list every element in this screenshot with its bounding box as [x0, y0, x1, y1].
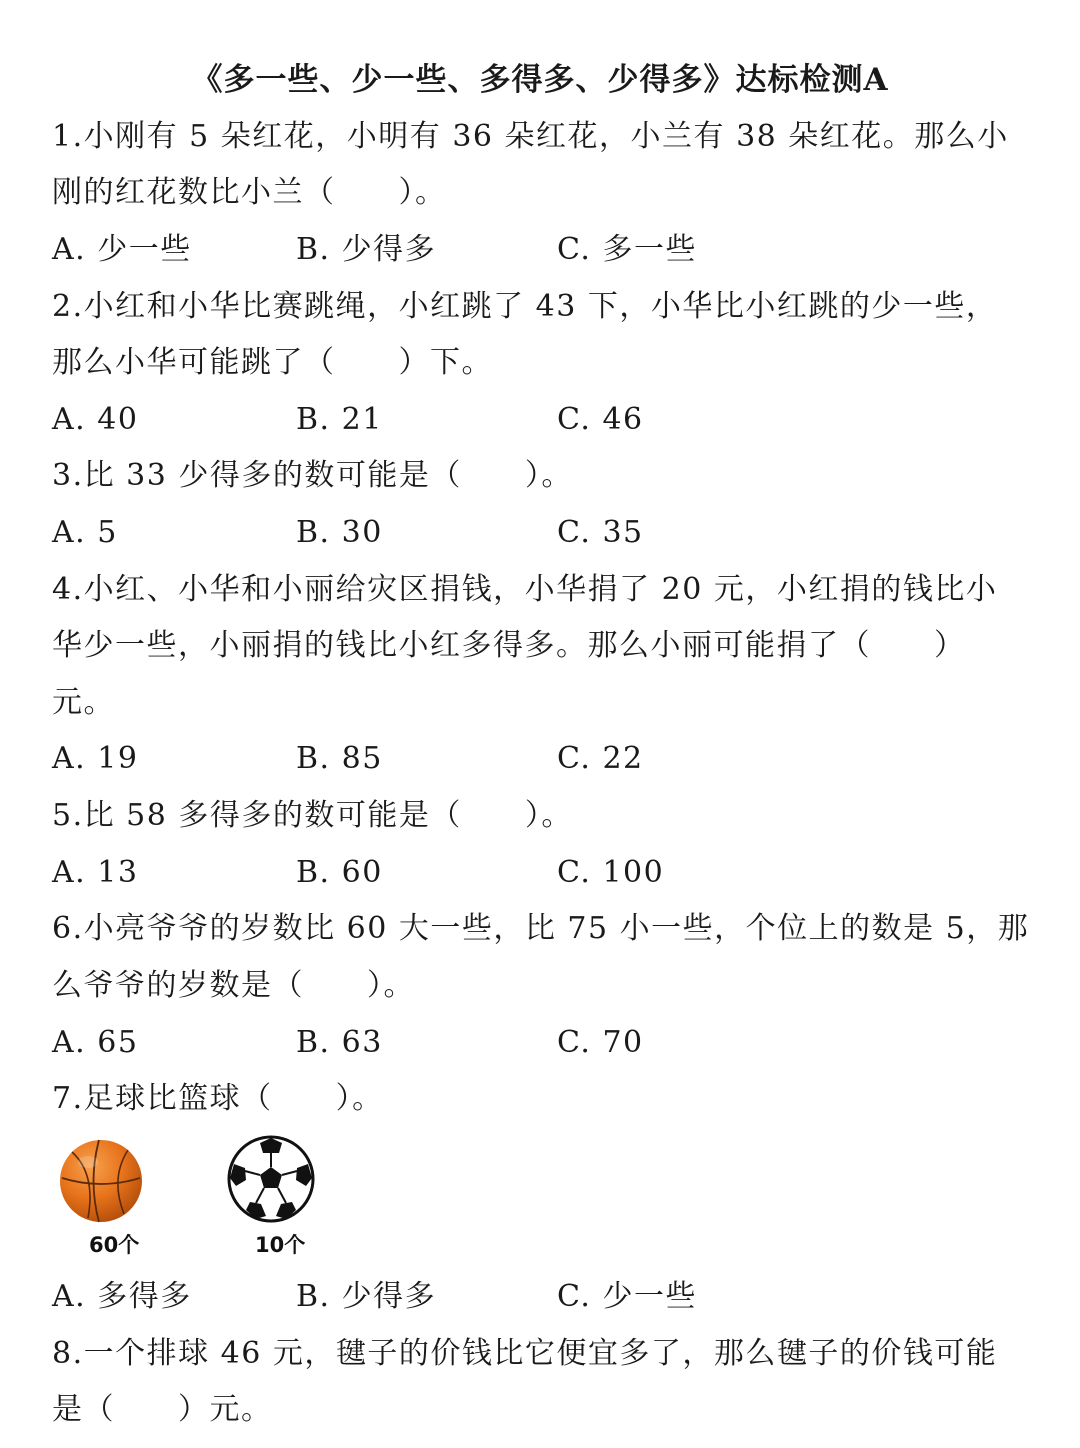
question-8-line-2: 是（ ）元。 [52, 1392, 273, 1427]
question-7-option-b: B. 少得多 [296, 1279, 437, 1314]
question-2-option-a: A. 40 [52, 402, 139, 437]
question-5-option-b: B. 60 [296, 855, 383, 890]
question-3-option-b: B. 30 [296, 515, 383, 550]
question-8-line-1: 8.一个排球 46 元，毽子的价钱比它便宜多了，那么毽子的价钱可能 [52, 1336, 998, 1371]
question-4-line-1: 4.小红、小华和小丽给灾区捐钱，小华捐了 20 元，小红捐的钱比小 [52, 572, 998, 607]
question-5-line-1: 5.比 58 多得多的数可能是（ ）。 [52, 798, 573, 833]
question-6-line-1: 6.小亮爷爷的岁数比 60 大一些，比 75 小一些，个位上的数是 5，那 [52, 911, 1030, 946]
question-7-option-c: C. 少一些 [557, 1279, 697, 1314]
question-2-line-2: 那么小华可能跳了（ ）下。 [52, 345, 493, 380]
question-5-option-c: C. 100 [557, 855, 665, 890]
soccer-ball-count-label: 10个 [255, 1233, 306, 1257]
question-2-option-c: C. 46 [557, 402, 644, 437]
question-4-option-b: B. 85 [296, 741, 383, 776]
question-1-option-b: B. 少得多 [296, 232, 437, 267]
question-3-option-c: C. 35 [557, 515, 644, 550]
soccer-ball-icon [226, 1134, 316, 1224]
question-2-line-1: 2.小红和小华比赛跳绳，小红跳了 43 下，小华比小红跳的少一些， [52, 289, 998, 324]
question-1-option-a: A. 少一些 [52, 232, 192, 267]
worksheet-title: 《多一些、少一些、多得多、少得多》达标检测A [191, 62, 889, 98]
question-2-option-b: B. 21 [296, 402, 383, 437]
question-1-line-2: 刚的红花数比小兰（ ）。 [52, 175, 447, 210]
question-4-line-2: 华少一些，小丽捐的钱比小红多得多。那么小丽可能捐了（ ） [52, 628, 966, 663]
question-1-line-1: 1.小刚有 5 朵红花，小明有 36 朵红花，小兰有 38 朵红花。那么小 [52, 119, 1009, 154]
question-6-option-a: A. 65 [52, 1025, 139, 1060]
question-6-option-b: B. 63 [296, 1025, 383, 1060]
question-7-option-a: A. 多得多 [52, 1279, 192, 1314]
question-6-line-2: 么爷爷的岁数是（ ）。 [52, 968, 415, 1003]
question-7-line-1: 7.足球比篮球（ ）。 [52, 1081, 384, 1116]
question-3-option-a: A. 5 [52, 515, 118, 550]
basketball-icon [58, 1138, 144, 1224]
question-5-option-a: A. 13 [52, 855, 139, 890]
question-4-line-3: 元。 [52, 685, 115, 720]
question-1-option-c: C. 多一些 [557, 232, 697, 267]
question-4-option-c: C. 22 [557, 741, 644, 776]
basketball-count-label: 60个 [89, 1233, 140, 1257]
question-3-line-1: 3.比 33 少得多的数可能是（ ）。 [52, 458, 573, 493]
question-6-option-c: C. 70 [557, 1025, 644, 1060]
question-4-option-a: A. 19 [52, 741, 139, 776]
